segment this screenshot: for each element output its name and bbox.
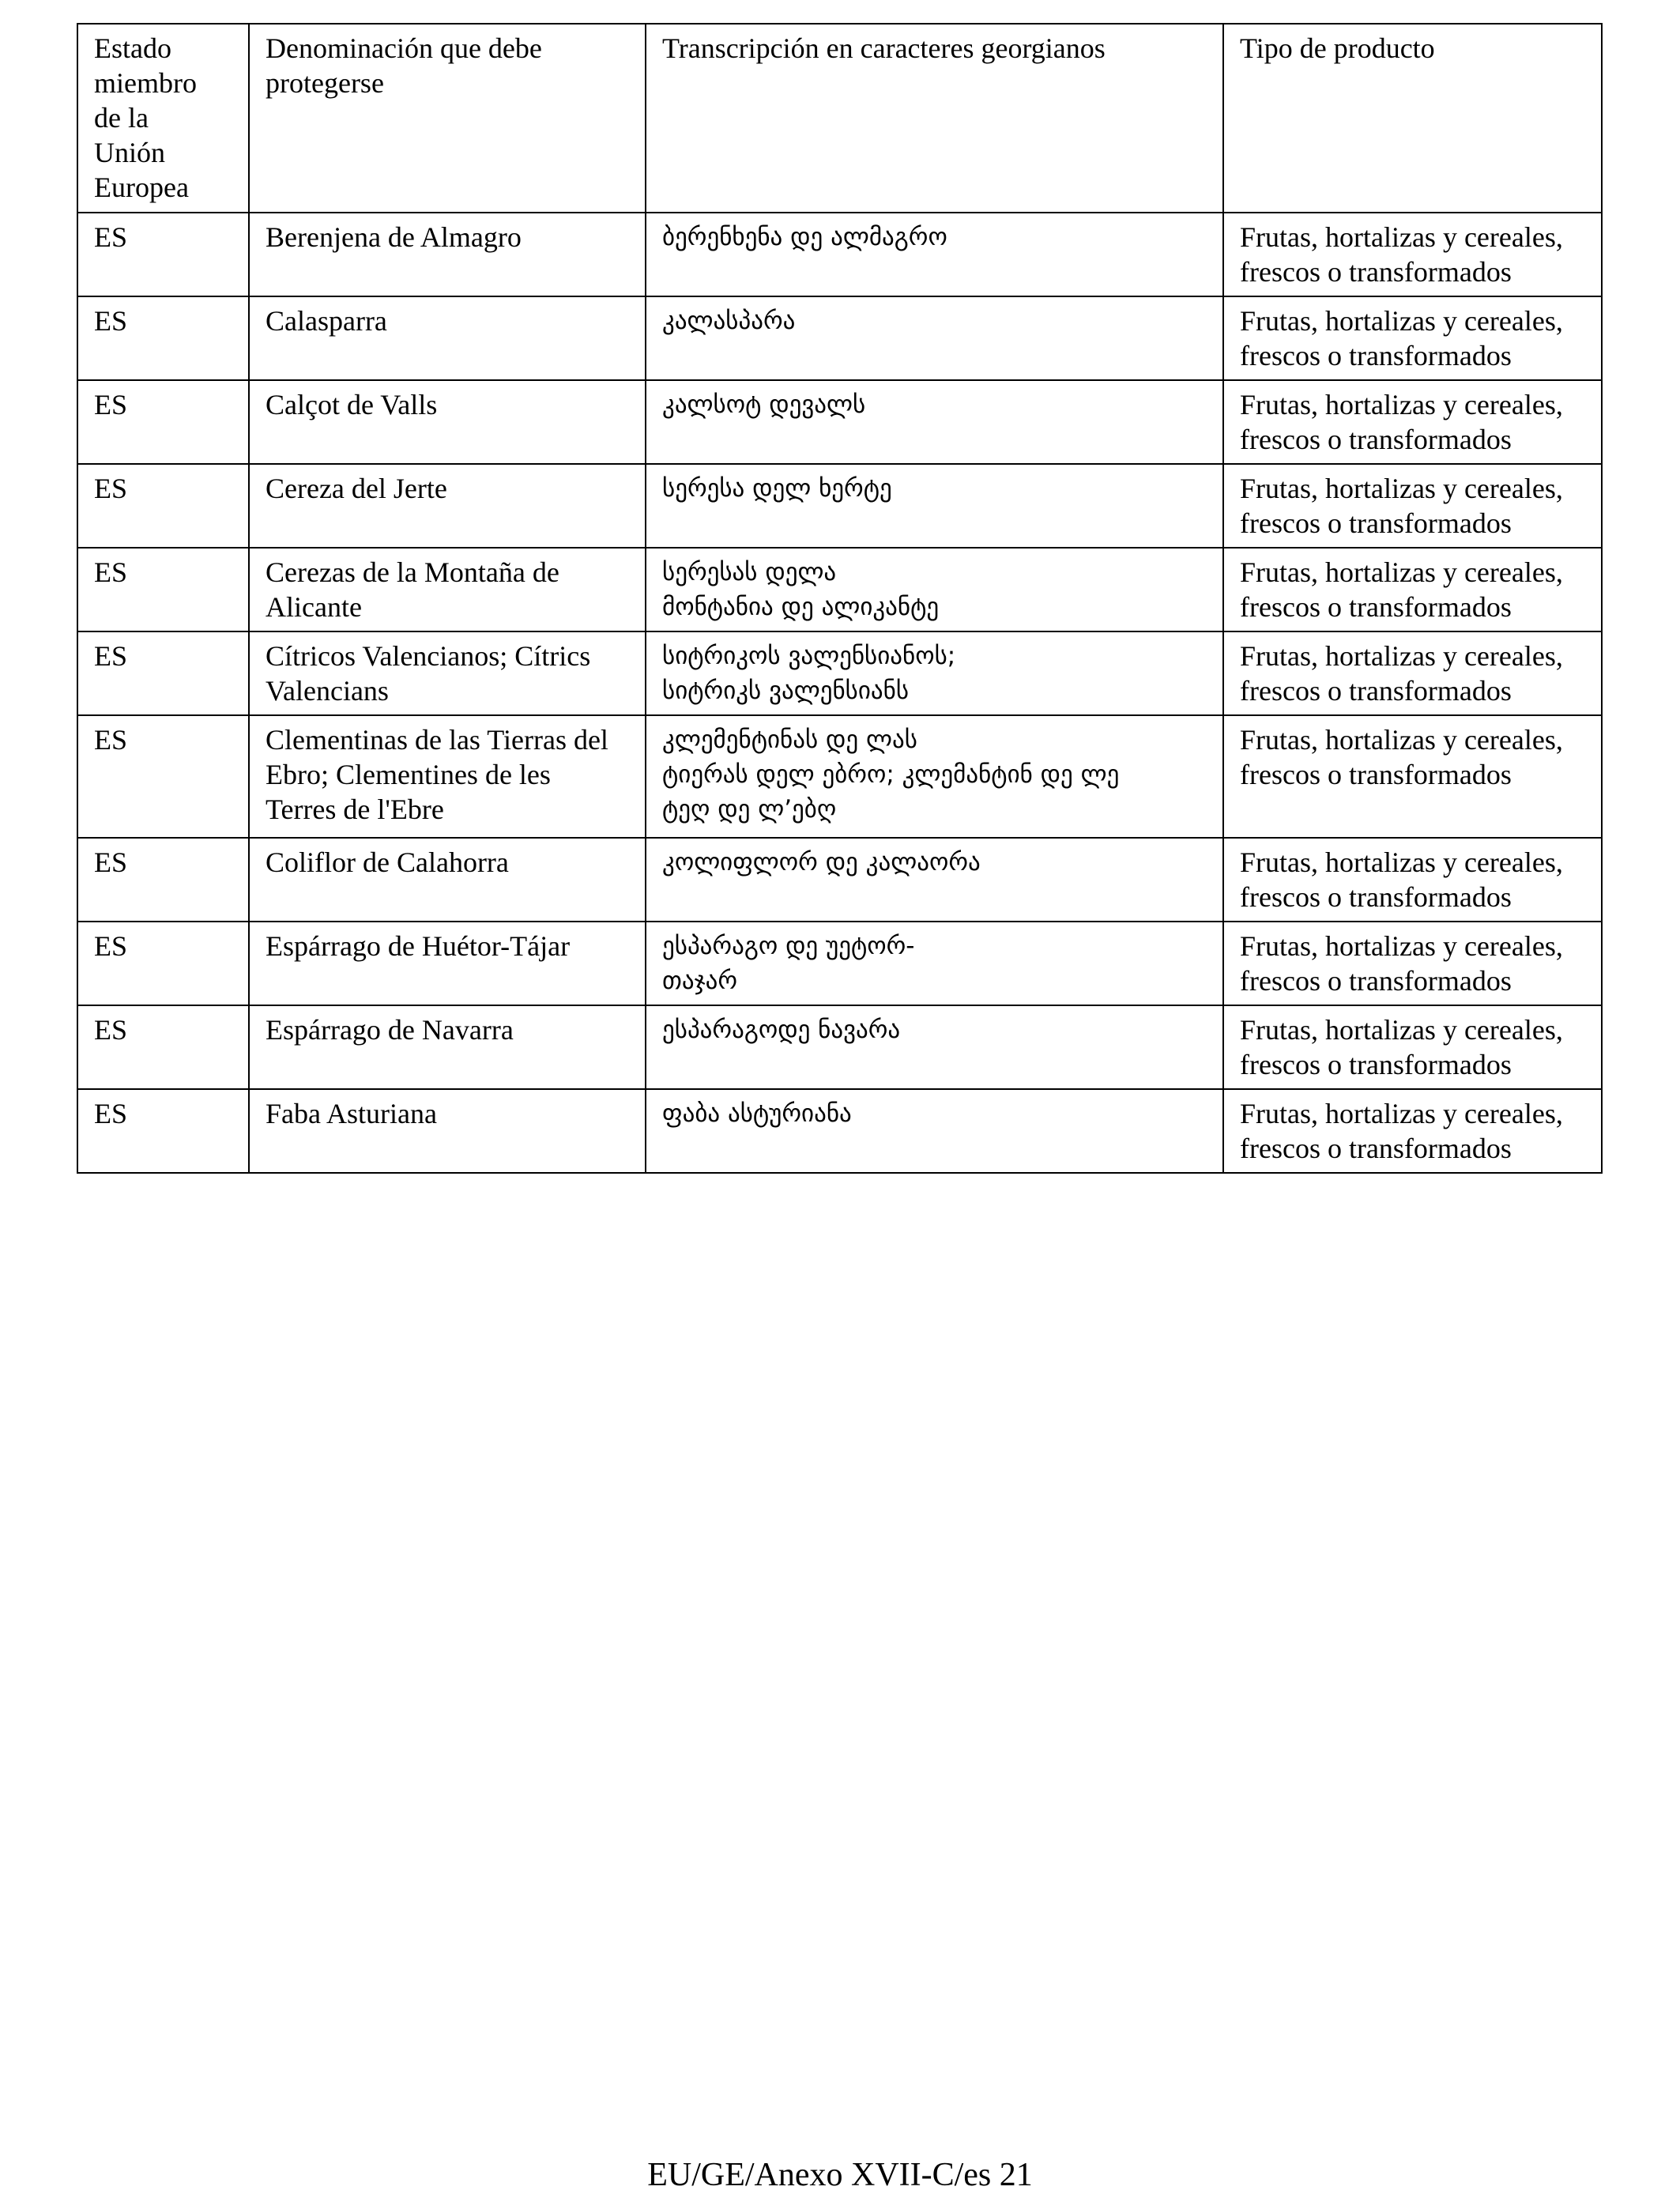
table-row	[77, 548, 1602, 631]
cell-member-state: ES	[77, 631, 249, 715]
cell-member-state: ES	[77, 1005, 249, 1089]
cell-product-type: Frutas, hortalizas y cereales, frescos o transformados	[1223, 922, 1602, 1005]
cell-product-type: Frutas, hortalizas y cereales, frescos o transformados	[1223, 631, 1602, 715]
table-row	[77, 1005, 1602, 1089]
cell-product-type: Frutas, hortalizas y cereales, frescos o transformados	[1223, 213, 1602, 296]
cell-member-state: ES	[77, 464, 249, 548]
cell-georgian-transcription: კალასპარა	[646, 296, 1223, 380]
cell-protected-name: Calasparra	[249, 296, 646, 380]
cell-member-state: ES	[77, 1089, 249, 1173]
protected-names-table	[77, 23, 1603, 1174]
table-row	[77, 380, 1602, 464]
cell-georgian-transcription: კალსოტ დევალს	[646, 380, 1223, 464]
cell-georgian-transcription: სერესა დელ ხერტე	[646, 464, 1223, 548]
cell-protected-name: Espárrago de Huétor-Tájar	[249, 922, 646, 1005]
table-row	[77, 838, 1602, 922]
cell-member-state: ES	[77, 548, 249, 631]
cell-member-state: ES	[77, 213, 249, 296]
cell-georgian-transcription: კლემენტინას დე ლას ტიერას დელ ებრო; კლემანტინ დე ლე ტეღ დე ლ’ებღ	[646, 715, 1223, 838]
cell-member-state: ES	[77, 922, 249, 1005]
cell-product-type: Frutas, hortalizas y cereales, frescos o transformados	[1223, 296, 1602, 380]
cell-protected-name: Clementinas de las Tierras del Ebro; Clementines de les Terres de l'Ebre	[249, 715, 646, 838]
cell-protected-name: Espárrago de Navarra	[249, 1005, 646, 1089]
cell-product-type: Frutas, hortalizas y cereales, frescos o transformados	[1223, 1005, 1602, 1089]
header-protected-name: Denominación que debe protegerse	[249, 24, 646, 213]
page-footer-reference: EU/GE/Anexo XVII-C/es 21	[647, 2157, 1033, 2193]
cell-georgian-transcription: ბერენხენა დე ალმაგრო	[646, 213, 1223, 296]
table-row	[77, 296, 1602, 380]
header-member-state: Estado miembro de la Unión Europea	[77, 24, 249, 213]
table-row	[77, 213, 1602, 296]
cell-protected-name: Faba Asturiana	[249, 1089, 646, 1173]
cell-protected-name: Cerezas de la Montaña de Alicante	[249, 548, 646, 631]
cell-member-state: ES	[77, 715, 249, 838]
cell-georgian-transcription: ესპარაგოდე ნავარა	[646, 1005, 1223, 1089]
table-header-row	[77, 24, 1602, 213]
header-product-type: Tipo de producto	[1223, 24, 1602, 213]
cell-product-type: Frutas, hortalizas y cereales, frescos o transformados	[1223, 548, 1602, 631]
cell-member-state: ES	[77, 838, 249, 922]
table-row	[77, 1089, 1602, 1173]
cell-member-state: ES	[77, 380, 249, 464]
header-georgian-transcription: Transcripción en caracteres georgianos	[646, 24, 1223, 213]
table-row	[77, 631, 1602, 715]
table-row	[77, 922, 1602, 1005]
cell-product-type: Frutas, hortalizas y cereales, frescos o transformados	[1223, 715, 1602, 838]
cell-member-state: ES	[77, 296, 249, 380]
cell-georgian-transcription: ფაბა ასტურიანა	[646, 1089, 1223, 1173]
cell-georgian-transcription: კოლიფლორ დე კალაორა	[646, 838, 1223, 922]
cell-protected-name: Calçot de Valls	[249, 380, 646, 464]
cell-georgian-transcription: სერესას დელა მონტანია დე ალიკანტე	[646, 548, 1223, 631]
cell-protected-name: Cereza del Jerte	[249, 464, 646, 548]
cell-protected-name: Berenjena de Almagro	[249, 213, 646, 296]
cell-protected-name: Coliflor de Calahorra	[249, 838, 646, 922]
cell-product-type: Frutas, hortalizas y cereales, frescos o transformados	[1223, 1089, 1602, 1173]
cell-product-type: Frutas, hortalizas y cereales, frescos o transformados	[1223, 464, 1602, 548]
cell-protected-name: Cítricos Valencianos; Cítrics Valencians	[249, 631, 646, 715]
cell-product-type: Frutas, hortalizas y cereales, frescos o transformados	[1223, 380, 1602, 464]
cell-product-type: Frutas, hortalizas y cereales, frescos o transformados	[1223, 838, 1602, 922]
cell-georgian-transcription: ესპარაგო დე უეტორ- თაჯარ	[646, 922, 1223, 1005]
table-row	[77, 464, 1602, 548]
table-row	[77, 715, 1602, 838]
cell-georgian-transcription: სიტრიკოს ვალენსიანოს; სიტრიკს ვალენსიანს	[646, 631, 1223, 715]
